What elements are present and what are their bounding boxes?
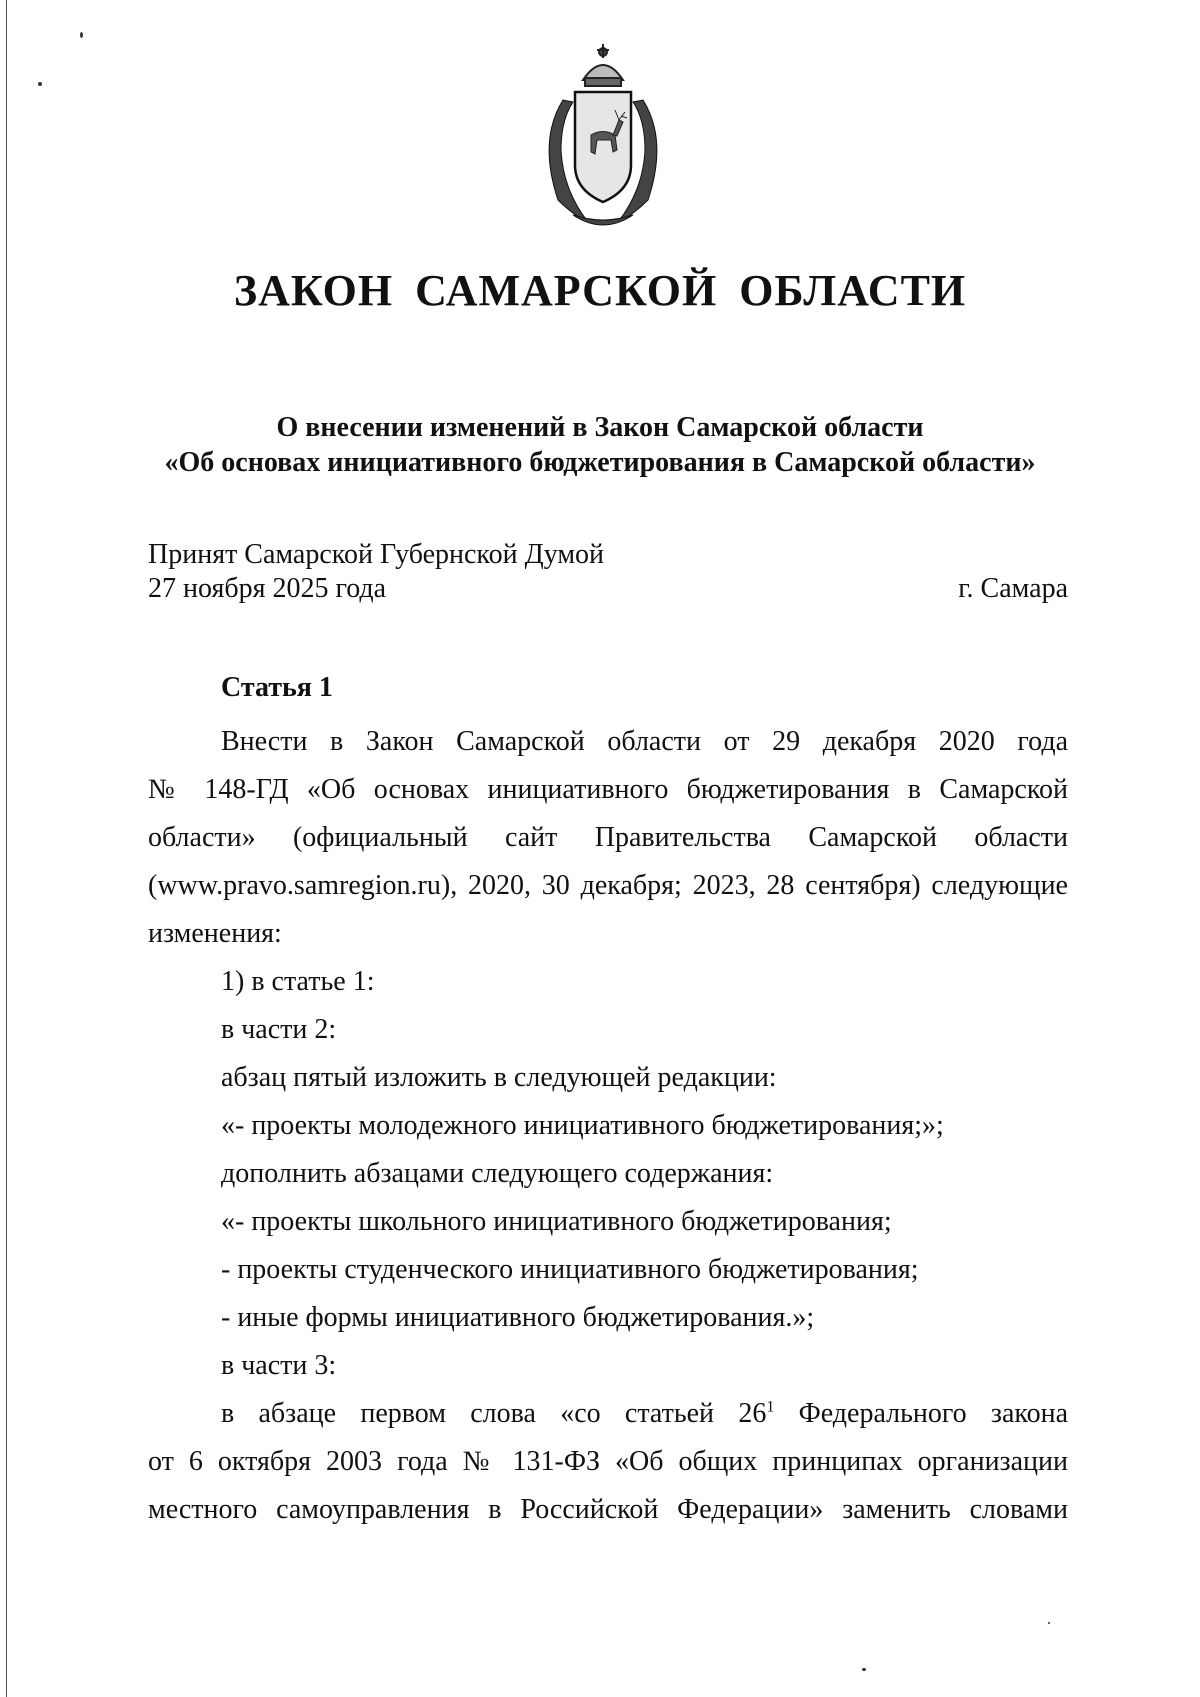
final-paragraph-line-2: от 6 октября 2003 года № 131-ФЗ «Об общих принципах организации	[148, 1446, 1068, 1477]
list-item: - проекты студенческого инициативного бюджетирования;	[221, 1254, 919, 1285]
superscript-1: 1	[766, 1398, 775, 1416]
intro-line-1: Внести в Закон Самарской области от 29 декабря 2020 года	[221, 726, 1068, 757]
intro-line-5: изменения:	[148, 918, 282, 949]
subtitle-line-1: О внесении изменений в Закон Самарской области	[276, 412, 924, 443]
scan-speck	[862, 1668, 866, 1671]
intro-line-4: (www.pravo.samregion.ru), 2020, 30 декабря; 2023, 28 сентября) следующие	[148, 870, 1068, 901]
list-item: «- проекты школьного инициативного бюджетирования;	[221, 1206, 892, 1237]
list-item: 1) в статье 1:	[221, 966, 375, 997]
coat-of-arms-emblem	[533, 40, 673, 230]
final-paragraph-line-3: местного самоуправления в Российской Федерации» заменить словами	[148, 1494, 1068, 1525]
scan-edge-line	[6, 0, 7, 1697]
adopted-by: Принят Самарской Губернской Думой	[148, 539, 605, 570]
list-item: «- проекты молодежного инициативного бюджетирования;»;	[221, 1110, 944, 1141]
law-title: ЗАКОН САМАРСКОЙ ОБЛАСТИ	[233, 266, 967, 315]
final-line-1-tail: Федерального закона	[774, 1398, 1069, 1429]
list-item: дополнить абзацами следующего содержания:	[221, 1158, 774, 1189]
article-body	[148, 718, 1068, 1534]
scan-speck	[38, 82, 42, 86]
scan-speck	[1048, 1622, 1050, 1624]
article-heading: Статья 1	[221, 672, 333, 703]
law-subtitle	[100, 410, 1100, 480]
intro-line-2: № 148-ГД «Об основах инициативного бюджетирования в Самарской	[148, 774, 1068, 805]
list-item: в части 3:	[221, 1350, 337, 1381]
list-item: абзац пятый изложить в следующей редакции:	[221, 1062, 777, 1093]
adopted-date: 27 ноября 2025 года	[148, 573, 387, 604]
subtitle-line-2: «Об основах инициативного бюджетирования в Самарской области»	[164, 447, 1036, 478]
final-line-1-text: в абзаце первом слова «со статьей 26	[221, 1398, 767, 1429]
adoption-block	[148, 538, 1068, 606]
intro-line-3: области» (официальный сайт Правительства Самарской области	[148, 822, 1068, 853]
final-paragraph-line-1	[148, 1390, 1068, 1438]
list-item: в части 2:	[221, 1014, 337, 1045]
list-item: - иные формы инициативного бюджетирования.»;	[221, 1302, 815, 1333]
scan-speck	[80, 32, 83, 38]
city: г. Самара	[958, 573, 1068, 604]
